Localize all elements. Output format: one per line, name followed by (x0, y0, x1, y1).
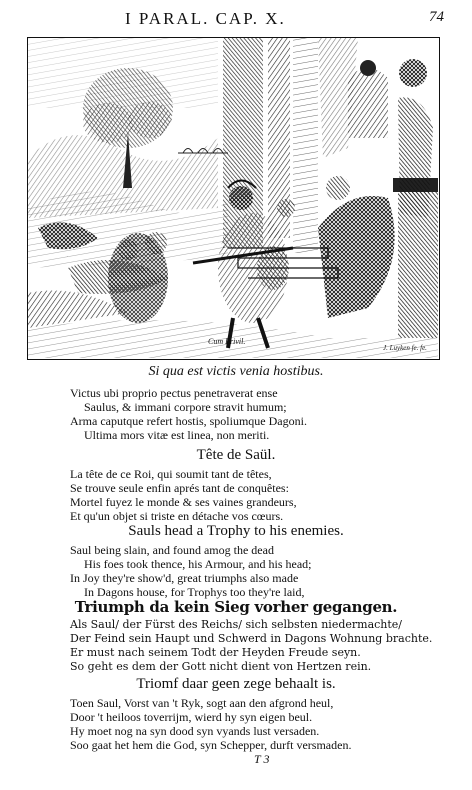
german-verse (70, 618, 450, 674)
french-heading: Tête de Saül. (196, 447, 276, 463)
verse-line: His foes took thence, his Armour, and his head; (84, 557, 312, 571)
english-heading: Sauls head a Trophy to his enemies. (128, 523, 344, 539)
english-verse (70, 543, 450, 599)
verse-line: Victus ubi proprio pectus penetraverat ense (70, 386, 278, 400)
engraving-signature-left: Cum Privil. (208, 337, 246, 346)
verse-line: Hy moet nog na syn dood syn vyands lust versaden. (70, 724, 320, 738)
german-heading: Triumph da kein Sieg vorher gegangen. (74, 598, 398, 616)
verse-line: Als Saul/ der Fürst des Reichs/ sich selbsten niedermachte/ (70, 618, 403, 631)
page-number: 74 (429, 9, 444, 25)
signature-mark: T 3 (254, 752, 270, 766)
engraving-caption: Si qua est victis venia hostibus. (148, 364, 324, 379)
engraving-image (28, 38, 438, 358)
engraving-signature-right: J. Luyken fe. fe. (383, 344, 427, 352)
latin-verse (70, 386, 450, 442)
verse-line: Ultima mors vitæ est linea, non meriti. (84, 428, 270, 442)
verse-line: Soo gaat het hem die God, syn Schepper, durft versmaden. (70, 738, 352, 752)
verse-line: Door 't heiloos toverrijm, wierd hy syn eigen beul. (70, 710, 313, 724)
dutch-verse (70, 696, 450, 752)
verse-line: Arma caputque refert hostis, spoliumque Dagoni. (70, 414, 307, 428)
verse-line: Toen Saul, Vorst van 't Ryk, sogt aan den afgrond heul, (70, 696, 334, 710)
verse-line: La tête de ce Roi, qui soumit tant de têtes, (70, 467, 272, 481)
french-verse (70, 467, 450, 523)
verse-line: Mortel fuyez le monde & ses vaines grandeurs, (70, 495, 297, 509)
engraving-illustration (27, 37, 440, 360)
verse-line: So geht es dem der Gott nicht dient von Hertzen rein. (70, 660, 372, 673)
verse-line: Er must nach seinem Todt der Heyden Freude seyn. (70, 646, 361, 659)
verse-line: In Joy they're show'd, great triumphs also made (70, 571, 299, 585)
verse-line: In Dagons house, for Trophys too they're laid, (84, 585, 305, 599)
dutch-heading: Triomf daar geen zege behaalt is. (136, 676, 336, 692)
verse-line: Se trouve seule enfin aprés tant de conquêtes: (70, 481, 289, 495)
page-header (0, 7, 472, 29)
verse-line: Saulus, & immani corpore stravit humum; (84, 400, 287, 414)
verse-line: Der Feind sein Haupt und Schwerd in Dagons Wohnung brachte. (70, 632, 433, 645)
running-head: I PARAL. CAP. X. (125, 9, 286, 28)
verse-line: Et qu'un objet si triste en détache vos cœurs. (70, 509, 284, 523)
verse-line: Saul being slain, and found amog the dead (70, 543, 274, 557)
